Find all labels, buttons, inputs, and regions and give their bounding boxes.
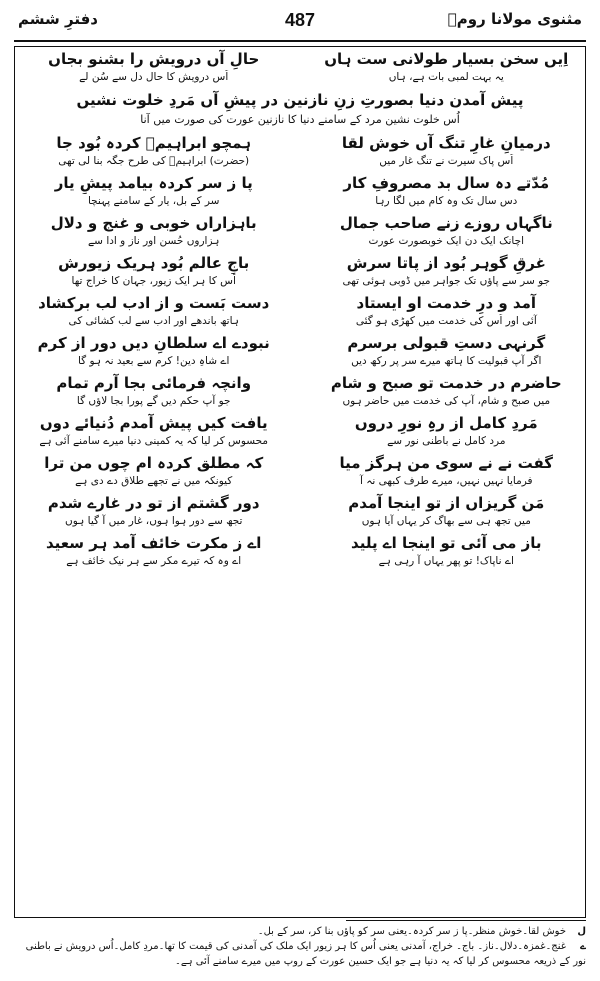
translation-first: مرد کامل نے باطنی نور سے (387, 435, 506, 447)
verse-second-hemistich: کہ مطلق کردہ ام چوں من ترا (44, 454, 264, 472)
verse-first-hemistich: مَردِ کامل از رہِ نورِ دروں (354, 414, 538, 432)
couplet (14, 252, 586, 291)
book-title: مثنوی مولانا رومؒ (447, 10, 582, 28)
translation-first: آئی اور اُس کی خدمت میں کھڑی ہو گئی (355, 315, 537, 327)
section-heading (14, 88, 586, 128)
verse-first-hemistich: مَن گریزاں از تو اینجا آمدم (348, 494, 545, 512)
translation-second: اے شاہِ دین! کرم سے بعید نہ ہو گا (77, 355, 230, 367)
verse-first-hemistich: ناگہاں روزے زنے صاحب جمال (339, 214, 553, 232)
translation-second: اے وہ کہ تیرے مکر سے ہر نیک خائف ہے (66, 555, 242, 567)
translation-first: اے ناپاک! تو پھر یہاں آ رہی ہے (378, 555, 514, 567)
couplet (14, 452, 586, 491)
verse-second-hemistich: دور گشتم از تو در غارے شدم (47, 494, 260, 512)
footnote-continuation: نور کے ذریعہ محسوس کر لیا کہ یہ دنیا ہے جو ایک حسین عورت کے روپ میں میرے سامنے آئی ہے۔ (174, 956, 586, 967)
verse-second-hemistich: پا ز سر کردہ بیامد پیشِ یار (54, 174, 253, 192)
volume-title: دفترِ ششم (18, 10, 98, 28)
verse-first-hemistich: حاضرم در خدمت تو صبح و شام (330, 374, 562, 392)
footnote-text: خوش لقا۔خوش منظر۔پا ز سر کردہ۔یعنی سر کو پاؤں بنا کر، سر کے بل۔ (257, 926, 566, 937)
verse-second-hemistich: باہزاراں خوبی و غنج و دلال (50, 214, 257, 232)
header-rule (14, 40, 586, 42)
verse-second-hemistich: یافت کیں پیش آمدم دُنیائے دوں (39, 414, 268, 432)
verse-first-hemistich: درمیانِ غارِ تنگ آں خوش لقا (341, 134, 551, 152)
verse-first-hemistich: غرقِ گوہر بُود از پاتا سرش (346, 254, 546, 272)
translation-first: دس سال تک وہ کام میں لگا رہا (375, 195, 518, 207)
translation-first: یہ بہت لمبی بات ہے، ہاں (388, 71, 504, 83)
verse-first-hemistich: گرنہی دستِ قبولی برسرم (347, 334, 546, 352)
couplet (14, 48, 586, 87)
footnote-marker: ل (577, 926, 586, 937)
verse-second-hemistich: حالِ آں درویش را بشنو بجاں (48, 50, 260, 68)
couplet (14, 332, 586, 371)
footnote-marker: ے (580, 941, 586, 952)
couplet (14, 492, 586, 531)
verse-second-hemistich: ہمچو ابراہیمؑ کردہ بُود جا (56, 134, 252, 152)
translation-second: جو آپ حکم دیں گے پورا بجا لاؤں گا (76, 395, 231, 407)
translation-second: کیونکہ میں نے تجھے طلاق دے دی ہے (75, 475, 233, 487)
footnote (14, 939, 586, 954)
verse-first-hemistich: باز می آئی تو اینجا اے پلید (351, 534, 542, 552)
couplet (14, 292, 586, 331)
couplet (14, 412, 586, 451)
page-number: 487 (284, 10, 316, 30)
translation-first: میں تجھ ہی سے بھاگ کر یہاں آیا ہوں (361, 515, 531, 527)
translation-first: جو سر سے پاؤں تک جواہر میں ڈوبی ہوئی تھی (342, 275, 551, 287)
footnote (14, 924, 586, 939)
verse-first-hemistich: مُدّتے دہ سال بد مصروفِ کار (343, 174, 550, 192)
verse-content (14, 48, 586, 572)
verse-second-hemistich: باجِ عالم بُود ہریک زیورش (58, 254, 250, 272)
verse-second-hemistich: اے ز مکرت خائف آمد ہر سعید (45, 534, 262, 552)
translation-second: محسوس کر لیا کہ یہ کمینی دنیا میرے سامنے آئی ہے (39, 435, 269, 447)
verse-first-hemistich: گفت نے نے سوی من ہرگز میا (339, 454, 554, 472)
verse-second-hemistich: نبودے اے سلطانِ دیں دور از کرم (37, 334, 270, 352)
translation-second: ہاتھ باندھے اور ادب سے لب کشائی کی (68, 315, 239, 327)
heading-translation: اُس خلوت نشین مرد کے سامنے دنیا کا نازنین عورت کی صورت میں آنا (140, 113, 460, 126)
translation-first: اچانک ایک دن ایک خوبصورت عورت (368, 235, 524, 247)
couplet (14, 172, 586, 211)
translation-second: تجھ سے دور ہوا ہوں، غار میں آ گیا ہوں (65, 515, 243, 527)
translation-first: میں صبح و شام، آپ کی خدمت میں حاضر ہوں (342, 395, 551, 407)
footnote-rule (346, 920, 586, 921)
translation-first: اُس پاک سیرت نے تنگ غار میں (379, 155, 514, 167)
couplet (14, 532, 586, 571)
couplet (14, 372, 586, 411)
verse-second-hemistich: وانچہ فرمائی بجا آرم تمام (56, 374, 252, 392)
translation-second: ہزاروں حُسن اور ناز و ادا سے (88, 235, 220, 247)
footnote-text: غنج۔غمزہ۔دلال۔ناز۔ باج۔ خراج، آمدنی یعنی اُس کا ہر زیور ایک ملک کی آمدنی کی قیمت کا تھا۔مردِ کامل۔اُس درویش نے باطنی (25, 941, 566, 952)
couplet (14, 212, 586, 251)
translation-first: فرمایا نہیں نہیں، میرے طرف کبھی نہ آ (360, 475, 533, 487)
couplet (14, 132, 586, 171)
translation-first: اگر آپ قبولیت کا ہاتھ میرے سر پر رکھ دیں (351, 355, 542, 367)
footnotes (14, 924, 586, 969)
verse-first-hemistich: اِیں سخن بسیار طولانی ست ہاں (324, 50, 569, 68)
verse-second-hemistich: دست بَست و از ادب لب برکشاد (38, 294, 270, 312)
verse-first-hemistich: آمد و درِ خدمت او ایستاد (356, 294, 537, 312)
translation-second: اُس درویش کا حال دل سے سُن لے (79, 71, 229, 83)
translation-second: سر کے بل، یار کے سامنے پہنچا (87, 195, 220, 207)
translation-second: (حضرت) ابراہیمؑ کی طرح جگہ بنا لی تھی (58, 155, 250, 167)
page-header (14, 10, 586, 44)
heading-persian: پیش آمدن دنیا بصورتِ زنِ نازنین در پیشِ آں مَردِ خلوت نشیں (76, 91, 524, 109)
translation-second: اُس کا ہر ایک زیور، جہان کا خراج تھا (71, 275, 236, 287)
